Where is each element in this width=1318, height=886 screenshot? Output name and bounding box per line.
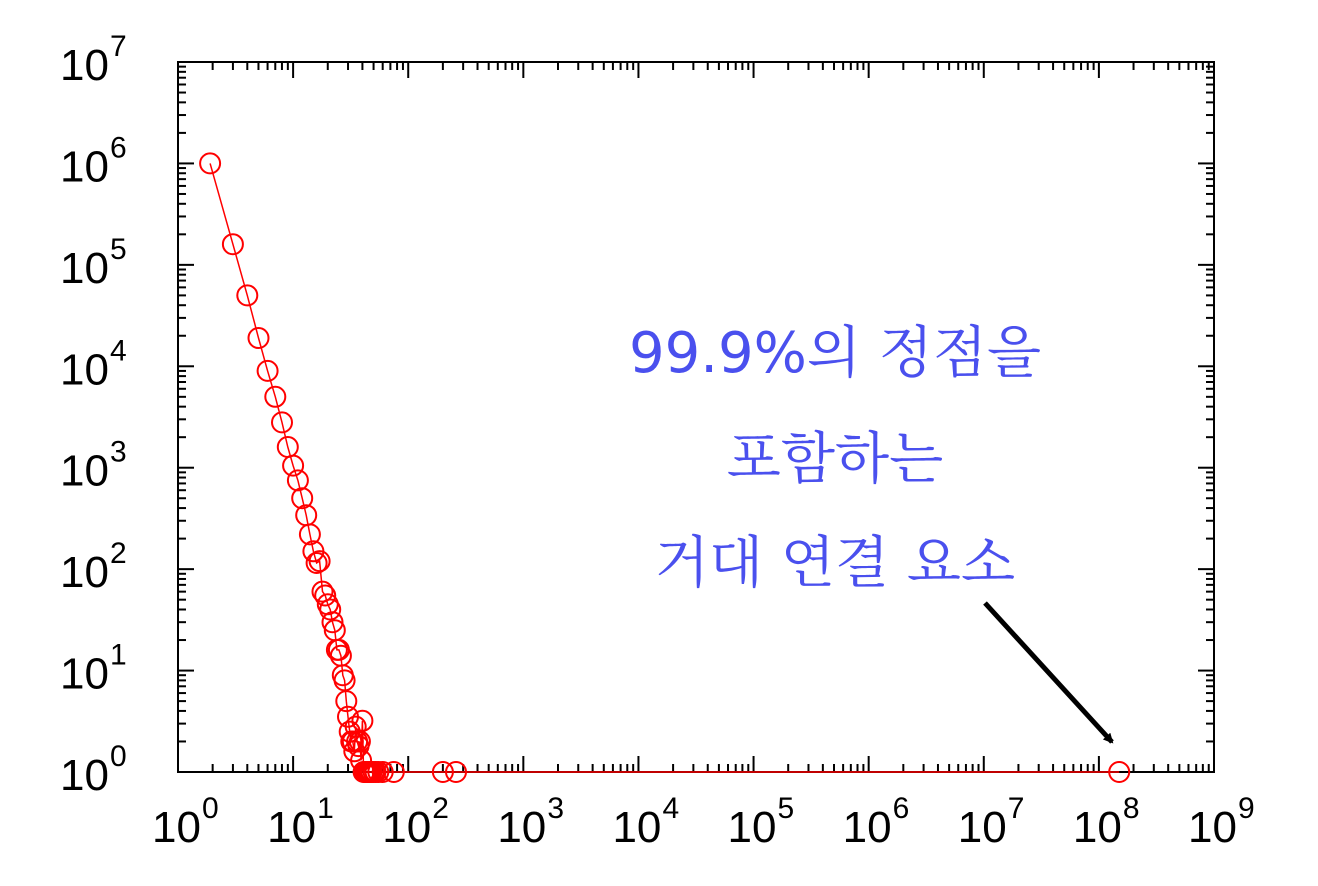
x-tick-label-exp: 3 xyxy=(547,792,565,825)
x-axis-tick-labels xyxy=(152,792,1255,852)
x-tick-label-base: 10 xyxy=(1188,803,1237,852)
y-tick-label-base: 10 xyxy=(60,41,109,90)
y-tick-label-exp: 3 xyxy=(110,435,127,469)
y-tick-label xyxy=(60,233,127,293)
y-tick-label xyxy=(60,740,127,800)
x-tick-label xyxy=(1073,792,1140,852)
y-tick-label xyxy=(60,639,127,699)
x-tick-label-exp: 7 xyxy=(1007,792,1025,825)
annotation-line-2: 포함하는 xyxy=(726,427,944,492)
x-tick-label xyxy=(612,792,679,852)
x-tick-label xyxy=(497,792,564,852)
y-tick-label xyxy=(60,131,127,191)
x-tick-label-base: 10 xyxy=(957,803,1007,852)
x-tick-label xyxy=(1188,792,1255,852)
y-tick-label-base: 10 xyxy=(60,446,109,496)
x-tick-label-base: 10 xyxy=(267,803,317,852)
x-tick-label xyxy=(382,792,449,852)
annotation-arrow xyxy=(985,603,1112,742)
x-tick-label-exp: 2 xyxy=(432,792,449,825)
y-tick-label-exp: 2 xyxy=(110,537,127,571)
y-tick-label-base: 10 xyxy=(60,142,109,192)
annotation-line-3: 거대 연결 요소 xyxy=(654,531,1016,596)
x-tick-label xyxy=(152,792,219,852)
x-tick-label-exp: 8 xyxy=(1122,792,1140,825)
y-tick-label-exp: 4 xyxy=(110,334,127,368)
x-tick-label-exp: 9 xyxy=(1238,792,1255,825)
x-tick-label-base: 10 xyxy=(382,803,432,852)
y-tick-label-base: 10 xyxy=(60,751,109,800)
y-tick-label-exp: 5 xyxy=(110,232,127,266)
y-tick-label xyxy=(60,537,127,597)
series-line xyxy=(210,163,1119,772)
x-tick-label-base: 10 xyxy=(612,803,662,852)
y-tick-label xyxy=(60,334,127,394)
data-series xyxy=(200,153,1129,782)
x-tick-label xyxy=(728,792,795,852)
y-tick-label-base: 10 xyxy=(60,548,109,598)
x-tick-label-exp: 0 xyxy=(202,792,219,825)
y-tick-label-base: 10 xyxy=(60,649,109,699)
x-tick-label-exp: 1 xyxy=(317,792,334,825)
annotation-line-1: 99.9%의 정점을 xyxy=(628,321,1042,386)
y-tick-label-exp: 0 xyxy=(110,740,127,773)
plot-frame xyxy=(178,62,1214,772)
y-axis-tick-labels xyxy=(60,30,127,800)
x-tick-label xyxy=(267,792,334,852)
x-tick-label-exp: 5 xyxy=(777,792,795,825)
x-tick-label-base: 10 xyxy=(727,803,777,852)
y-tick-label xyxy=(60,30,127,90)
x-tick-label-base: 10 xyxy=(152,803,201,852)
x-tick-label-exp: 4 xyxy=(662,792,680,825)
y-tick-label-base: 10 xyxy=(60,345,109,395)
y-tick-label-exp: 6 xyxy=(110,131,127,165)
y-tick-label-base: 10 xyxy=(60,243,109,293)
y-tick-label-exp: 1 xyxy=(110,638,127,672)
x-tick-label xyxy=(843,792,910,852)
y-tick-label xyxy=(60,436,127,496)
y-tick-label-exp: 7 xyxy=(110,30,127,63)
x-tick-label-base: 10 xyxy=(1072,803,1122,852)
x-tick-label-exp: 6 xyxy=(892,792,910,825)
x-tick-label-base: 10 xyxy=(497,803,547,852)
x-tick-label-base: 10 xyxy=(842,803,892,852)
axis-ticks xyxy=(178,62,1214,772)
x-tick-label xyxy=(958,792,1025,852)
